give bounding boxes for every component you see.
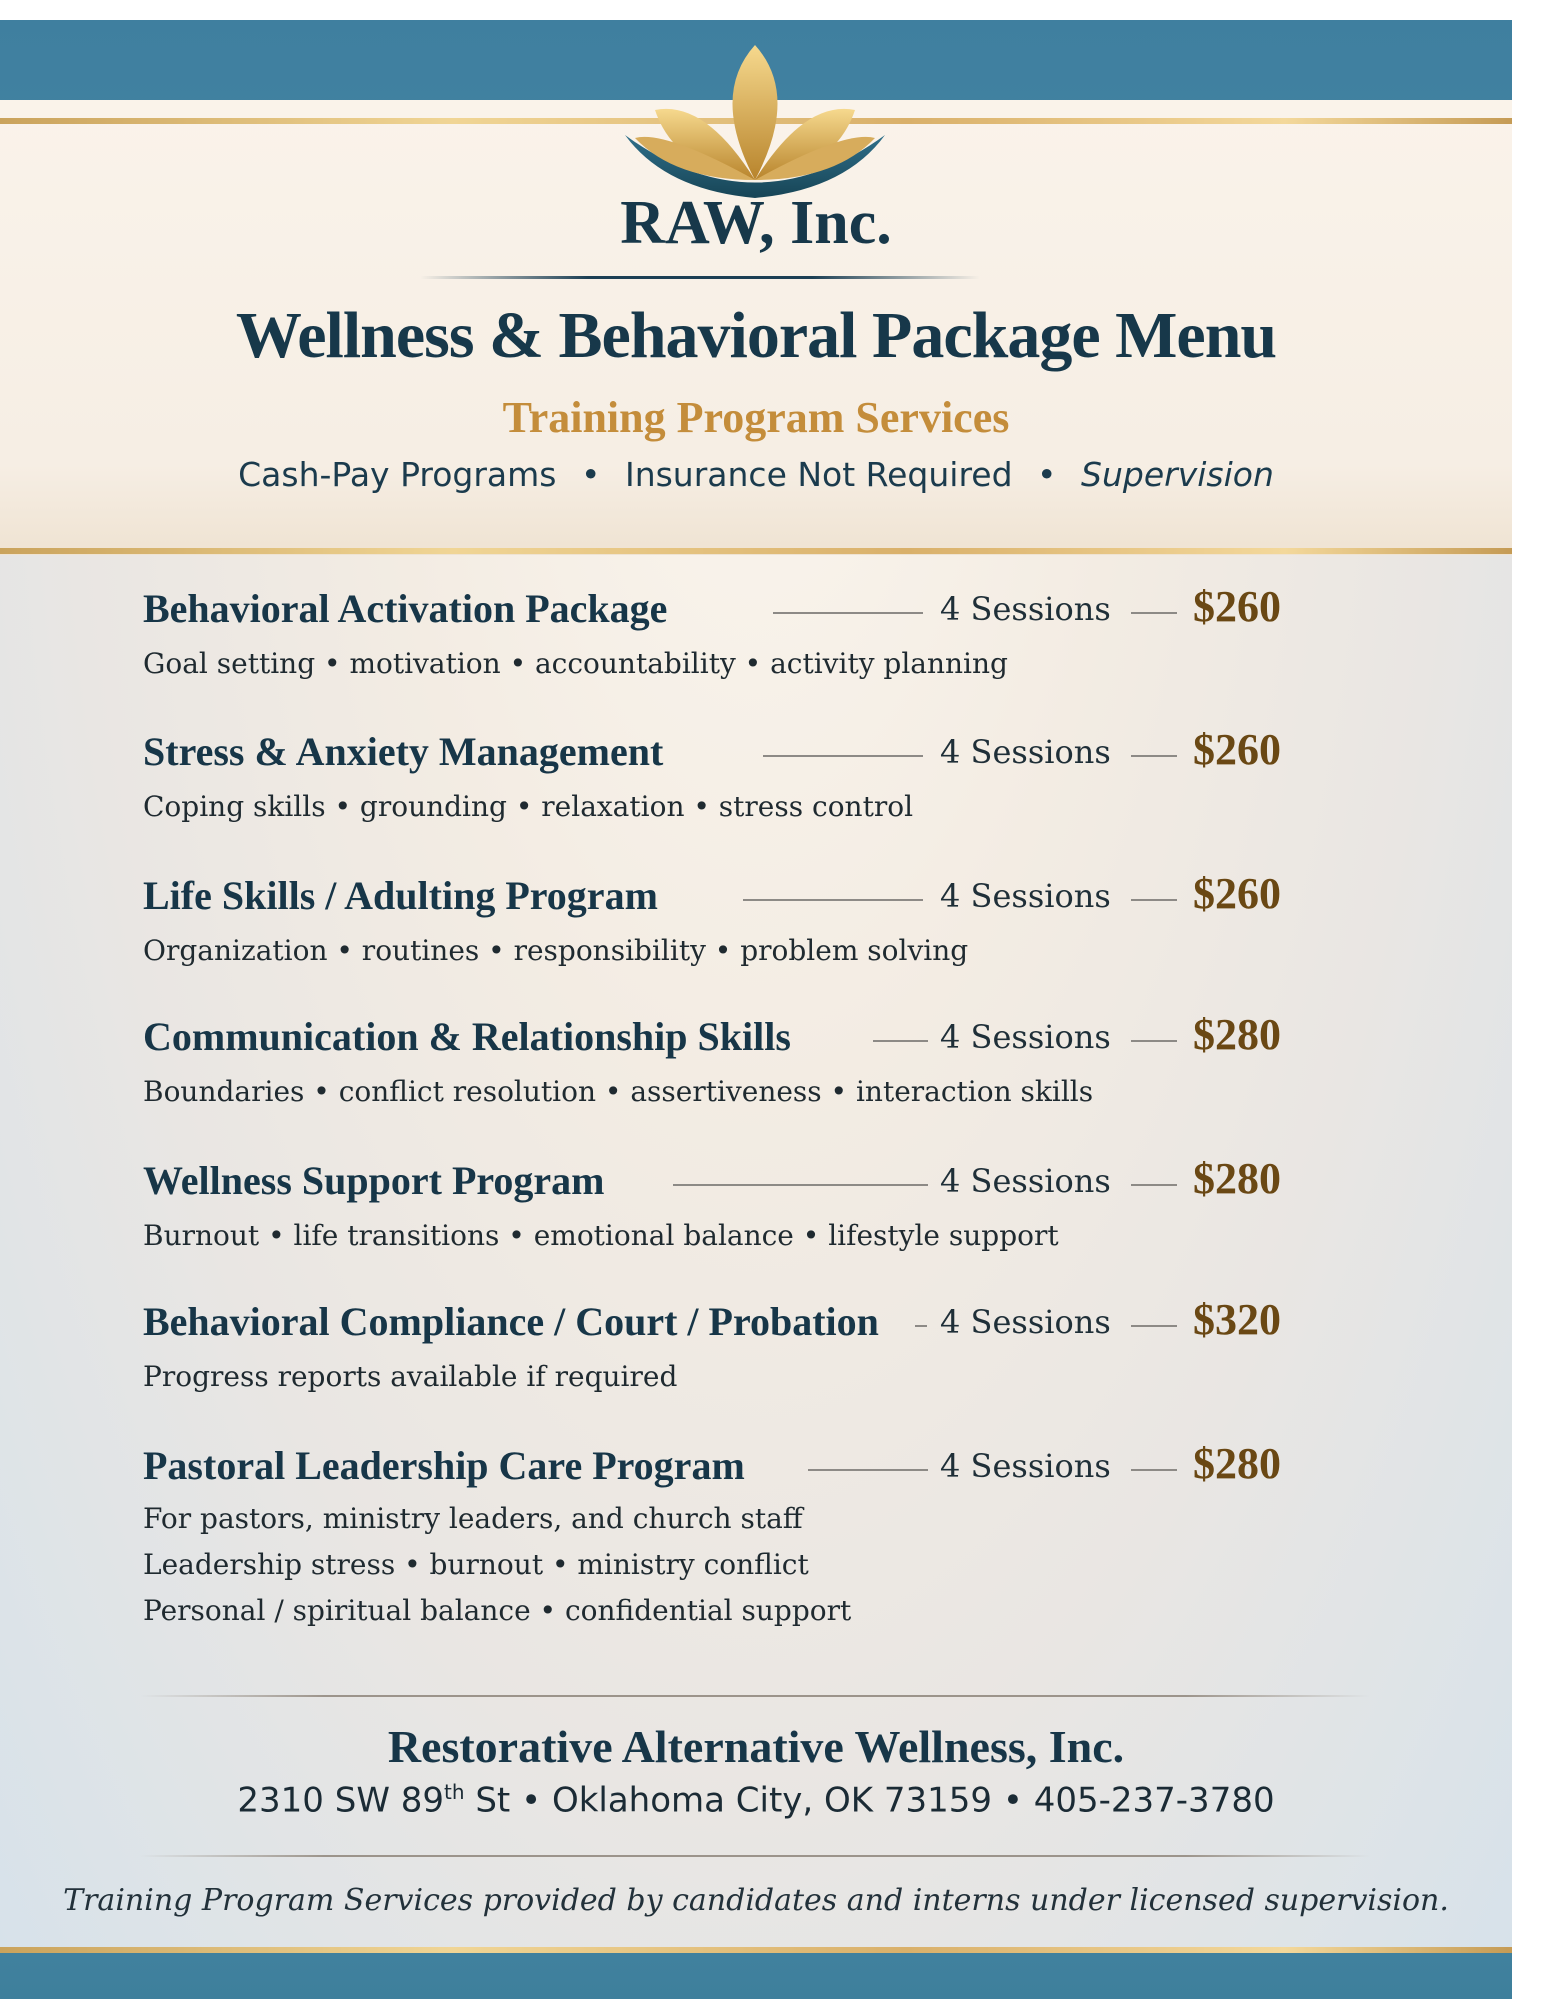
package-leader-line bbox=[915, 1325, 927, 1327]
package-name: Stress & Anxiety Management bbox=[143, 729, 664, 774]
package-description: Goal setting • motivation • accountability • activity planning bbox=[143, 647, 1008, 680]
package-sessions: 4 Sessions bbox=[940, 877, 1111, 915]
package-description: For pastors, ministry leaders, and church staff bbox=[143, 1502, 803, 1535]
tagline-bullet: • bbox=[581, 455, 601, 494]
package-price: $320 bbox=[1193, 1295, 1281, 1344]
package-description: Personal / spiritual balance • confidential support bbox=[143, 1594, 852, 1627]
footer-divider bbox=[140, 1855, 1370, 1857]
tagline-supervision: Supervision bbox=[1081, 455, 1274, 494]
package-leader-line bbox=[1131, 899, 1177, 901]
page-title: Wellness & Behavioral Package Menu bbox=[235, 299, 1277, 372]
package-leader-line bbox=[743, 899, 923, 901]
package-description: Burnout • life transitions • emotional balance • lifestyle support bbox=[143, 1219, 1059, 1252]
package-leader-line bbox=[1131, 1325, 1177, 1327]
package-price: $280 bbox=[1193, 1154, 1281, 1203]
package-name: Life Skills / Adulting Program bbox=[143, 873, 658, 918]
package-price: $260 bbox=[1193, 582, 1281, 631]
address-ordinal: th bbox=[444, 1780, 465, 1804]
package-description: Progress reports available if required bbox=[143, 1360, 678, 1393]
package-leader-line bbox=[873, 1040, 928, 1042]
package-name: Wellness Support Program bbox=[143, 1158, 605, 1203]
lotus-logo-icon bbox=[595, 40, 915, 200]
title-rule bbox=[420, 276, 980, 279]
package-leader-line bbox=[673, 1184, 928, 1186]
package-price: $260 bbox=[1193, 725, 1281, 774]
header-gold-border bbox=[0, 548, 1512, 554]
package-sessions: 4 Sessions bbox=[940, 1162, 1111, 1200]
package-price: $280 bbox=[1193, 1439, 1281, 1488]
package-name: Behavioral Compliance / Court / Probation bbox=[143, 1299, 879, 1344]
tagline-insurance: Insurance Not Required bbox=[624, 455, 1013, 494]
package-sessions: 4 Sessions bbox=[940, 590, 1111, 628]
address-rest: St • Oklahoma City, OK 73159 • 405-237-3780 bbox=[464, 1780, 1275, 1821]
organization-address bbox=[0, 1780, 1512, 1820]
tagline-cash-pay: Cash-Pay Programs bbox=[238, 455, 557, 494]
package-name: Communication & Relationship Skills bbox=[143, 1014, 791, 1059]
package-description: Coping skills • grounding • relaxation • stress control bbox=[143, 790, 914, 823]
package-description: Boundaries • conflict resolution • assertiveness • interaction skills bbox=[143, 1075, 1094, 1108]
package-leader-line bbox=[773, 612, 923, 614]
bottom-gold-border bbox=[0, 1947, 1512, 1953]
package-description: Leadership stress • burnout • ministry conflict bbox=[143, 1548, 809, 1581]
address-street: 2310 SW 89 bbox=[237, 1780, 445, 1821]
package-leader-line bbox=[1131, 612, 1177, 614]
footer-divider bbox=[140, 1695, 1370, 1697]
tagline bbox=[0, 455, 1512, 494]
package-price: $280 bbox=[1193, 1010, 1281, 1059]
page-margin bbox=[1512, 0, 1545, 1999]
package-sessions: 4 Sessions bbox=[940, 733, 1111, 771]
package-leader-line bbox=[1131, 1469, 1177, 1471]
package-leader-line bbox=[1131, 1040, 1177, 1042]
organization-name: Restorative Alternative Wellness, Inc. bbox=[387, 1721, 1125, 1772]
package-leader-line bbox=[808, 1469, 928, 1471]
package-leader-line bbox=[1131, 1184, 1177, 1186]
tagline-bullet: • bbox=[1037, 455, 1057, 494]
supervision-note: Training Program Services provided by candidates and interns under licensed supervision. bbox=[63, 1883, 1449, 1918]
package-price: $260 bbox=[1193, 869, 1281, 918]
package-description: Organization • routines • responsibility • problem solving bbox=[143, 934, 969, 967]
package-leader-line bbox=[1131, 755, 1177, 757]
package-name: Behavioral Activation Package bbox=[143, 586, 668, 631]
package-sessions: 4 Sessions bbox=[940, 1303, 1111, 1341]
package-sessions: 4 Sessions bbox=[940, 1447, 1111, 1485]
package-sessions: 4 Sessions bbox=[940, 1018, 1111, 1056]
package-name: Pastoral Leadership Care Program bbox=[143, 1443, 745, 1488]
page-subtitle: Training Program Services bbox=[502, 393, 1010, 442]
package-leader-line bbox=[763, 755, 923, 757]
company-name: RAW, Inc. bbox=[620, 189, 892, 257]
